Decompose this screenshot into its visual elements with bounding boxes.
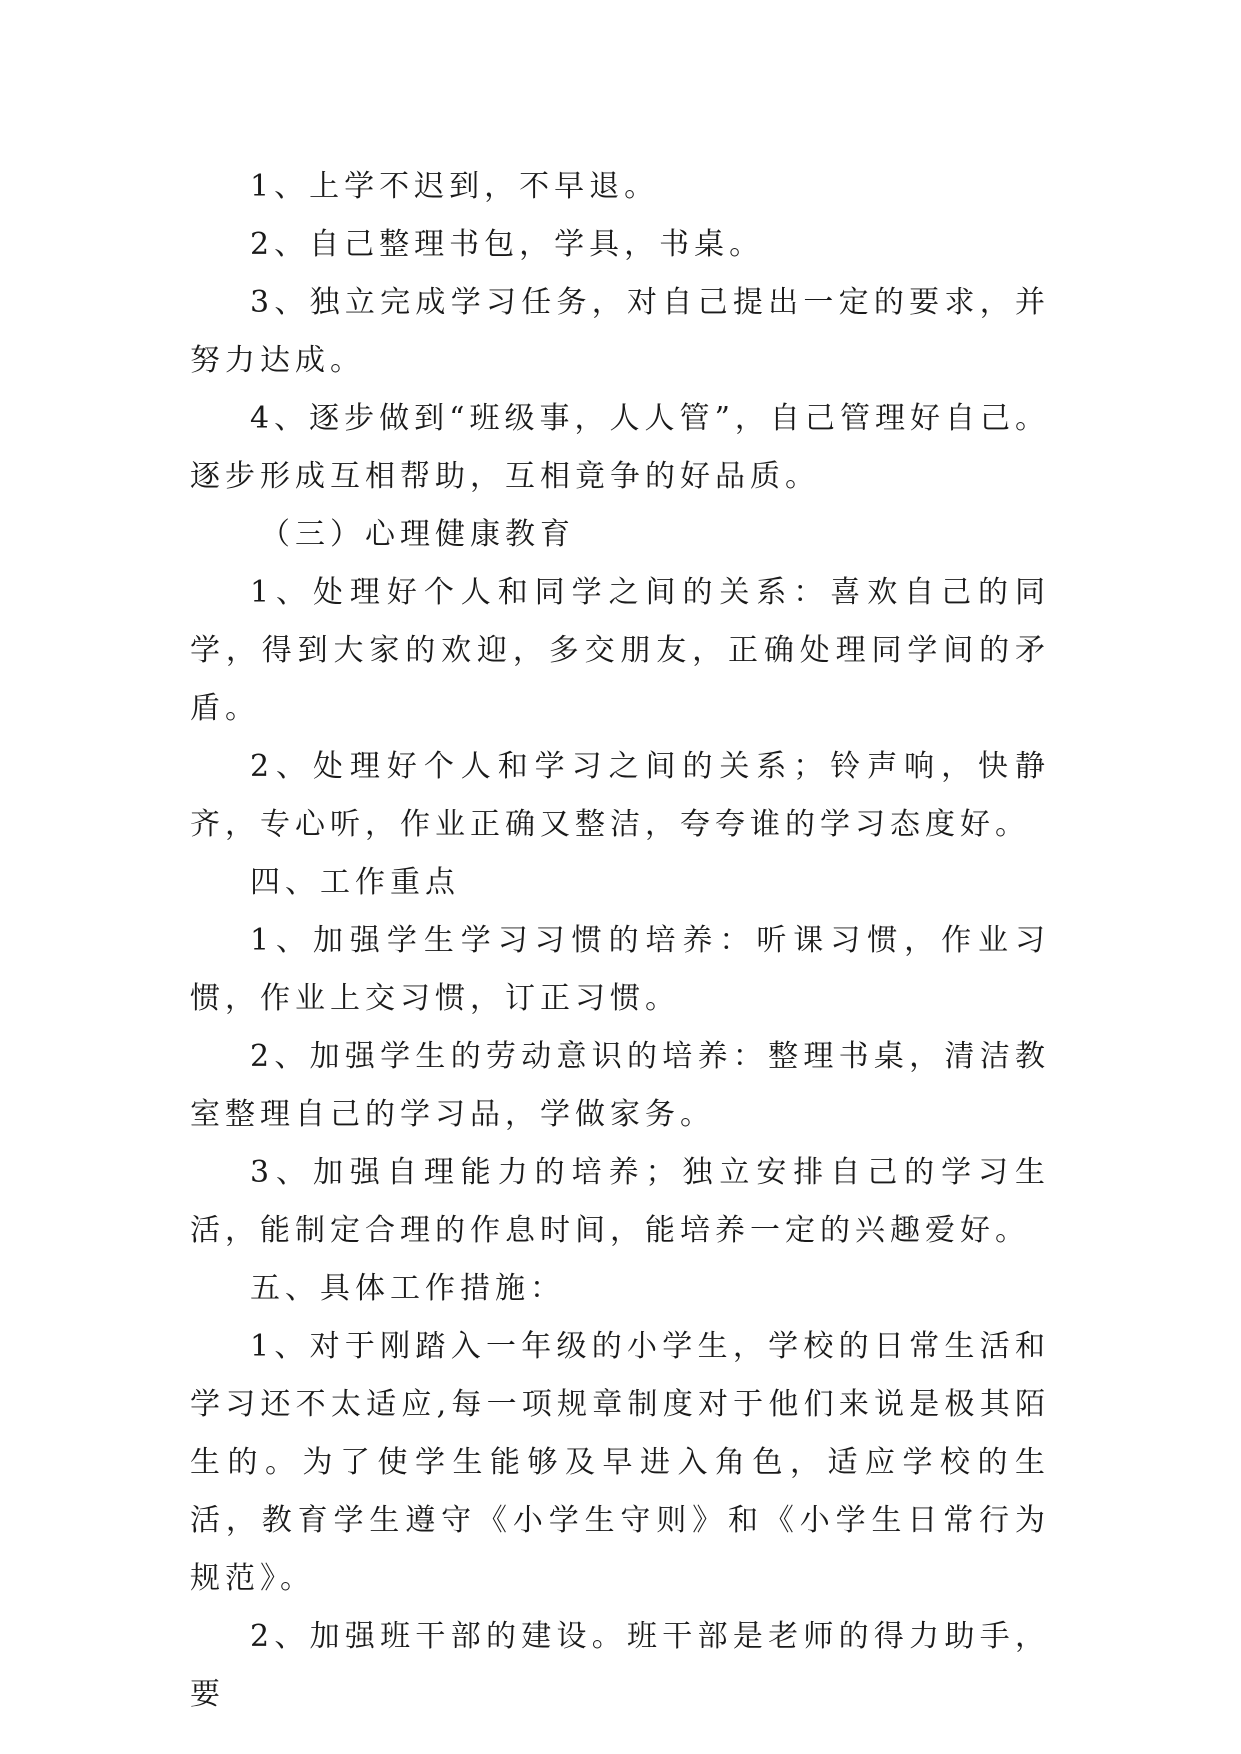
paragraph-item: 3、独立完成学习任务，对自己提出一定的要求，并努力达成。: [190, 285, 1050, 378]
paragraph-item: 1、处理好个人和同学之间的关系：喜欢自己的同学，得到大家的欢迎，多交朋友，正确处理同学间的矛盾。: [190, 575, 1050, 726]
paragraph-item: 2、处理好个人和学习之间的关系；铃声响，快静齐，专心听，作业正确又整洁，夸夸谁的学习态度好。: [190, 749, 1050, 842]
section-heading: （三）心理健康教育: [260, 517, 575, 552]
paragraph-item: 1、加强学生学习习惯的培养：听课习惯，作业习惯，作业上交习惯，订正习惯。: [190, 923, 1050, 1016]
document-body: [190, 158, 1050, 1724]
section-heading: 四、工作重点: [250, 865, 460, 900]
paragraph-item: 2、加强学生的劳动意识的培养：整理书桌，清洁教室整理自己的学习品，学做家务。: [190, 1039, 1050, 1132]
paragraph-item: 3、加强自理能力的培养；独立安排自己的学习生活，能制定合理的作息时间，能培养一定的兴趣爱好。: [190, 1155, 1050, 1248]
section-heading: 五、具体工作措施：: [250, 1271, 565, 1306]
paragraph-item: 1、对于刚踏入一年级的小学生，学校的日常生活和学习还不太适应,每一项规章制度对于他们来说是极其陌生的。为了使学生能够及早进入角色，适应学校的生活，教育学生遵守《小学生守则》和《小学生日常行为规范》。: [190, 1329, 1050, 1596]
paragraph-item: 2、加强班干部的建设。班干部是老师的得力助手，要: [190, 1619, 1050, 1712]
paragraph-item: 2、自己整理书包，学具，书桌。: [250, 227, 765, 262]
paragraph-item: 1、上学不迟到，不早退。: [250, 169, 660, 204]
paragraph-item: 4、逐步做到“班级事，人人管”，自己管理好自己。逐步形成互相帮助，互相竟争的好品质。: [190, 401, 1050, 494]
